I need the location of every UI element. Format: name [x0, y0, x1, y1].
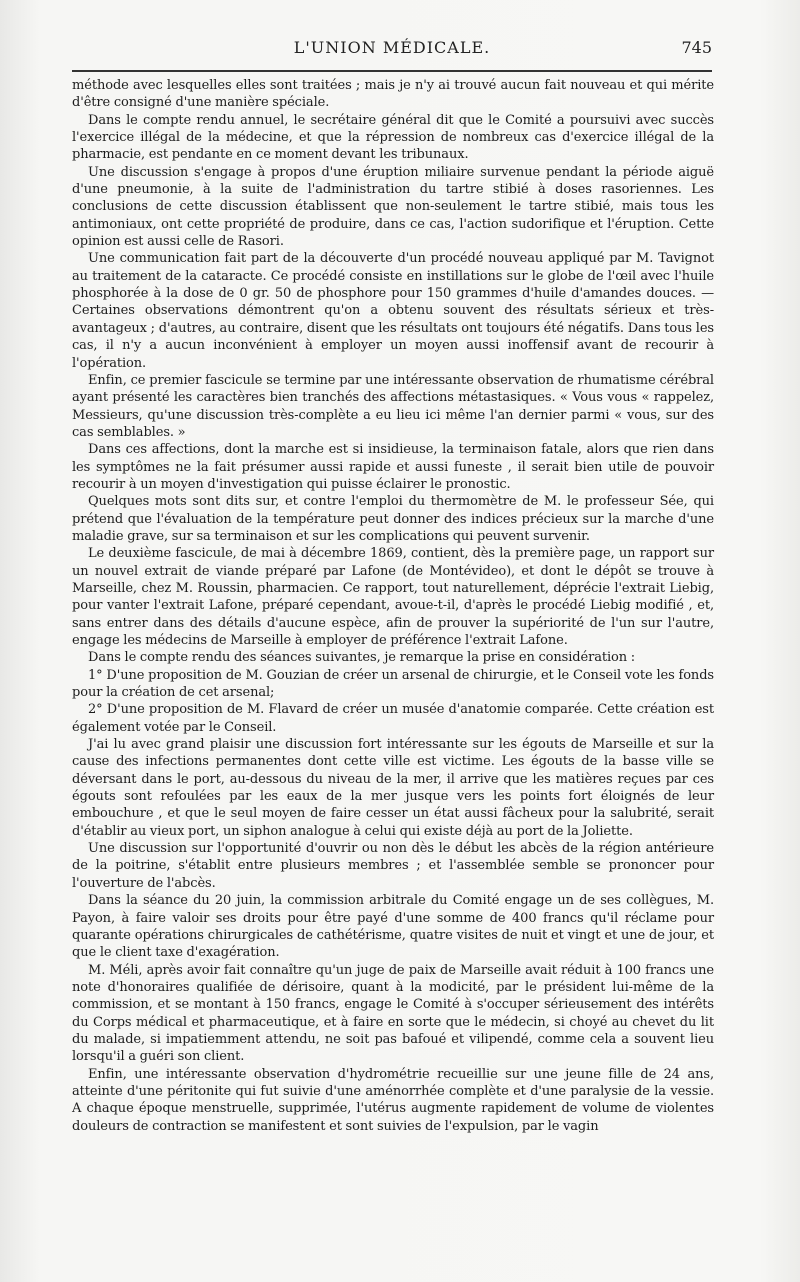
paragraph: Dans le compte rendu annuel, le secrétaire général dit que le Comité a poursuivi avec succès l'exercice illégal de la médecine, et que la répression de nombreux cas d'exercice illégal de la pharmacie, est pendante en ce moment devant les tribunaux.	[72, 112, 714, 163]
paragraph: Dans la séance du 20 juin, la commission arbitrale du Comité engage un de ses collègues, M. Payon, à faire valoir ses droits pour être payé d'une somme de 400 francs qu'il réclame pour quarante opérations chirurgicales de cathétérisme, quatre visites de nuit et vingt et une de jour, et que le client taxe d'exagération.	[72, 893, 714, 961]
paragraph: J'ai lu avec grand plaisir une discussion fort intéressante sur les égouts de Marseille et sur la cause des infections permanentes dont cette ville est victime. Les égouts de la basse ville se déversant dans le port, au-dessous du niveau de la mer, il arrive que les matières reçues par ces égouts sont refoulées par les eaux de la mer jusque vers les points fort éloignés de leur embouchure , et que le seul moyen de faire cesser un état aussi fâcheux pour la salubrité, serait d'établir au vieux port, un siphon analogue à celui qui existe déjà au port de la Joliette.	[72, 737, 714, 839]
paragraph: 2° D'une proposition de M. Flavard de créer un musée d'anatomie comparée. Cette création est également votée par le Conseil.	[72, 702, 714, 735]
paragraph: Dans le compte rendu des séances suivantes, je remarque la prise en considération :	[88, 650, 636, 666]
body-text	[72, 77, 714, 1135]
paragraph: Le deuxième fascicule, de mai à décembre 1869, contient, dès la première page, un rapport sur un nouvel extrait de viande préparé par Lafone (de Montévideo), et dont le dépôt se trouve à Marseille, chez M. Roussin, pharmacien. Ce rapport, tout naturellement, déprécie l'extrait Liebig, pour vanter l'extrait Lafone, préparé cependant, avoue-t-il, d'après le procédé Liebig modifié , et, sans entrer dans des détails d'aucune espèce, afin de prouver la supériorité de l'un sur l'autre, engage les médecins de Marseille à employer de préférence l'extrait Lafone.	[72, 546, 714, 648]
paragraph: 1° D'une proposition de M. Gouzian de créer un arsenal de chirurgie, et le Conseil vote les fonds pour la création de cet arsenal;	[72, 667, 714, 701]
paragraph: Quelques mots sont dits sur, et contre l'emploi du thermomètre de M. le professeur Sée, qui prétend que l'évaluation de la température peut donner des indices précieux sur la marche d'une maladie grave, sur sa terminaison et sur les complications qui peuvent survenir.	[72, 494, 714, 544]
page-number: 745	[681, 38, 712, 57]
paragraph: Enfin, ce premier fascicule se termine par une intéressante observation de rhumatisme cérébral ayant présenté les caractères bien tranchés des affections métastasiques. « Vous vous « rappelez, Messieurs, qu'une discussion très-complète a eu lieu ici même l'an dernier parmi « vous, sur des cas semblables. »	[72, 372, 714, 440]
paragraph: M. Méli, après avoir fait connaître qu'un juge de paix de Marseille avait réduit à 100 francs une note d'honoraires qualifiée de dérisoire, quant à la modicité, par le président lui-même de la commission, et se montant à 150 francs, engage le Comité à s'occuper sérieusement des intérêts du Corps médical et pharmaceutique, et à faire en sorte que le médecin, si choyé au chevet du lit du malade, si impatiemment attendu, ne soit pas bafoué et vilipendé, comme cela a souvent lieu lorsqu'il a guéri son client.	[72, 962, 714, 1065]
page-header	[72, 38, 712, 66]
paragraph: Une discussion sur l'opportunité d'ouvrir ou non dès le début les abcès de la région antérieure de la poitrine, s'établit entre plusieurs membres ; et l'assemblée semble se prononcer pour l'ouverture de l'abcès.	[72, 841, 714, 891]
paragraph: Une communication fait part de la découverte d'un procédé nouveau appliqué par M. Tavignot au traitement de la cataracte. Ce procédé consiste en instillations sur le globe de l'œil avec l'huile phosphorée à la dose de 0 gr. 50 de phosphore pour 150 grammes d'huile d'amandes douces. — Certaines observations démontrent qu'on a obtenu souvent des résultats sérieux et très-avantageux ; d'autres, au contraire, disent que les résultats ont toujours été négatifs. Dans tous les cas, il n'y a aucun inconvénient à employer un moyen aussi inoffensif avant de recourir à l'opération.	[72, 251, 714, 371]
paragraph: Une discussion s'engage à propos d'une éruption miliaire survenue pendant la période aiguë d'une pneumonie, à la suite de l'administration du tartre stibié à doses rasoriennes. Les conclusions de cette discussion établissent que non-seulement le tartre stibié, mais tous les antimoniaux, ont cette propriété de produire, dans ce cas, l'action sudorifique et l'éruption. Cette opinion est aussi celle de Rasori.	[72, 164, 714, 250]
paragraph: Enfin, une intéressante observation d'hydrométrie recueillie sur une jeune fille de 24 ans, atteinte d'une péritonite qui fut suivie d'une aménorrhée complète et d'une paralysie de la vessie. A chaque époque menstruelle, supprimée, l'utérus augmente rapidement de volume de violentes douleurs de contraction se manifestent et sont suivies de l'expulsion, par le vagin	[72, 1066, 714, 1134]
paragraph: Dans ces affections, dont la marche est si insidieuse, la terminaison fatale, alors que rien dans les symptômes ne la fait présumer aussi rapide et aussi funeste , il serait bien utile de pouvoir recourir à un moyen d'investigation qui puisse éclairer le pronostic.	[72, 442, 714, 492]
paragraph: méthode avec lesquelles elles sont traitées ; mais je n'y ai trouvé aucun fait nouveau et qui mérite d'être consigné d'une manière spéciale.	[72, 78, 714, 111]
running-title: L'UNION MÉDICALE.	[293, 38, 491, 57]
header-rule	[72, 70, 712, 72]
